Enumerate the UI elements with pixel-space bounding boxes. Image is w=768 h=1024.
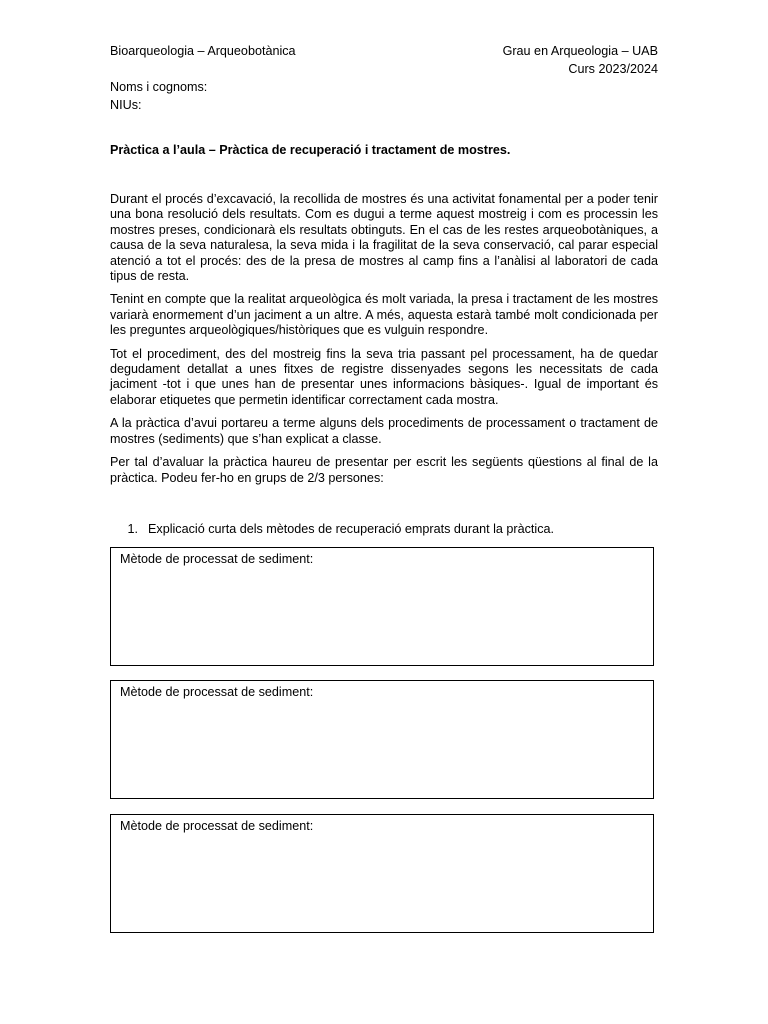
question-number: 1. [127, 522, 138, 536]
paragraph: Tenint en compte que la realitat arqueològica és molt variada, la presa i tractament de les mostres variarà enormement d’un jaciment a un altre. A més, aquesta estarà també molt condicionada per les preguntes arqueològiques/històriques que es vulguin respondre. [110, 292, 658, 338]
body-text [110, 192, 658, 494]
answer-box-label: Mètode de processat de sediment: [120, 552, 314, 566]
paragraph: Durant el procés d’excavació, la recollida de mostres és una activitat fonamental per a poder tenir una bona resolució dels resultats. Com es dugui a terme aquest mostreig i com es processin les mostres preses, condicionarà els resultats obtinguts. En el cas de les restes arqueobotàniques, a causa de la seva naturalesa, la seva mida i la fragilitat de la seva conservació, cal parar especial atenció a tot el procés: des de la presa de mostres al camp fins a l’anàlisi al laboratori de cada tipus de resta. [110, 192, 658, 284]
nius-label: NIUs: [110, 98, 142, 112]
header-degree: Grau en Arqueologia – UAB [502, 44, 658, 58]
question-item [110, 522, 658, 537]
answer-box-label: Mètode de processat de sediment: [120, 685, 314, 699]
names-label: Noms i cognoms: [110, 80, 208, 94]
answer-box-label: Mètode de processat de sediment: [120, 819, 314, 833]
header-year: Curs 2023/2024 [568, 62, 658, 76]
question-text: Explicació curta dels mètodes de recuperació emprats durant la pràctica. [148, 522, 555, 536]
answer-box[interactable] [110, 547, 654, 666]
answer-box[interactable] [110, 680, 654, 799]
header-right [503, 42, 658, 78]
paragraph: A la pràctica d’avui portareu a terme alguns dels procediments de processament o tractament de mostres (sediments) que s’han explicat a classe. [110, 416, 658, 446]
page-title: Pràctica a l’aula – Pràctica de recuperació i tractament de mostres. [110, 143, 511, 157]
header-course: Bioarqueologia – Arqueobotànica [110, 44, 296, 58]
paragraph: Tot el procediment, des del mostreig fins la seva tria passant pel processament, ha de quedar degudament detallat a unes fitxes de registre dissenyades segons les necessitats de cada jaciment -tot i que unes han de presentar unes informacions bàsiques-. Igual de important és elaborar etiquetes que permetin identificar correctament cada mostra. [110, 346, 658, 407]
answer-box[interactable] [110, 814, 654, 933]
paragraph: Per tal d’avaluar la pràctica haureu de presentar per escrit les següents qüestions al final de la pràctica. Podeu fer-ho en grups de 2/3 persones: [110, 455, 658, 485]
identification-block [110, 78, 207, 114]
